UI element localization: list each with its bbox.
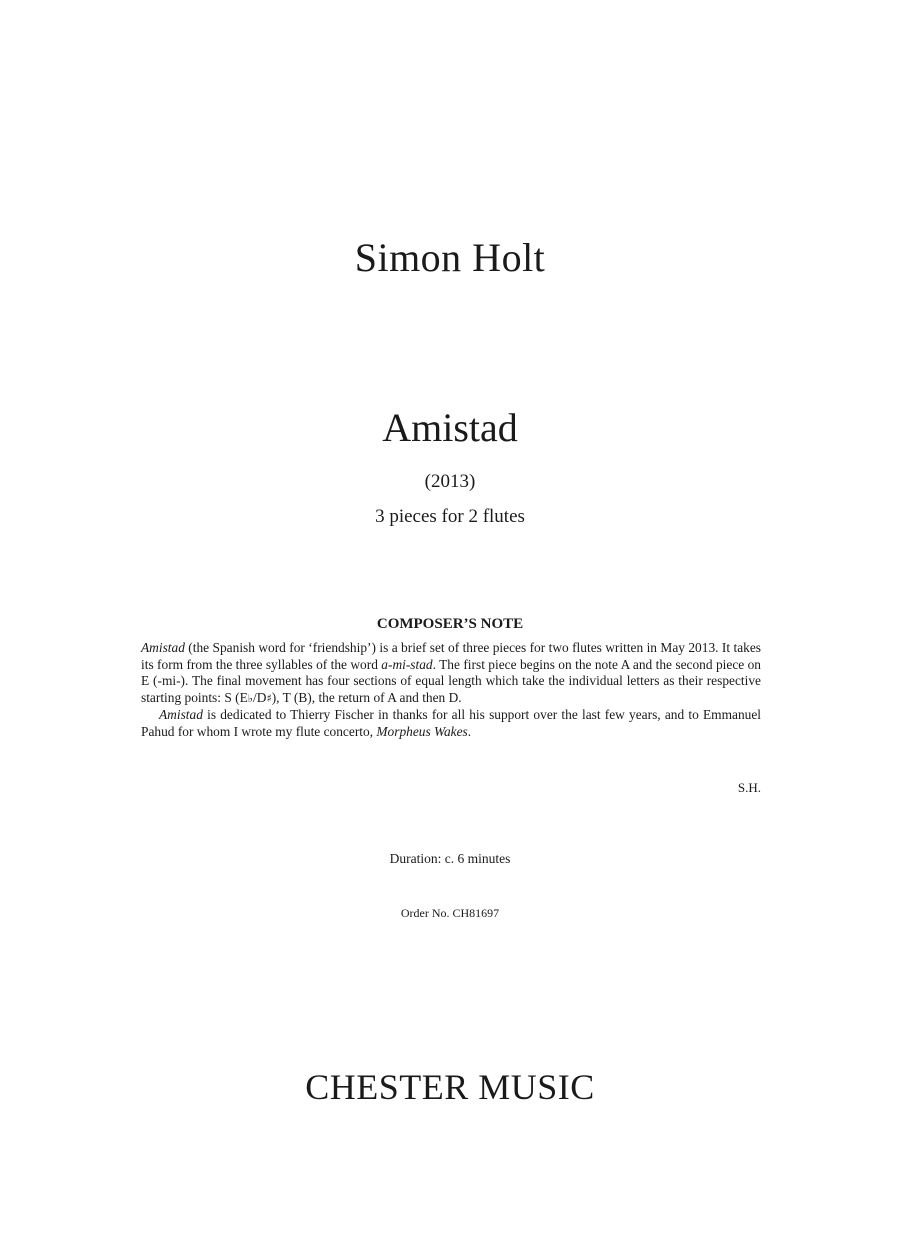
note-text: . The first piece begins on the note A and the second piece on E (-mi-). The final movement has four sections of equal length which take the individual letters as their respective starting points: S (E xyxy=(141,656,761,705)
syllable-word: a-mi-stad xyxy=(381,656,433,672)
flat-symbol: ♭ xyxy=(247,691,253,705)
note-paragraph-1 xyxy=(141,640,761,707)
title-reference: Amistad xyxy=(159,707,203,723)
composers-note-body xyxy=(141,640,761,741)
note-text: ), T (B), the return of A and then D. xyxy=(271,689,462,705)
work-reference: Morpheus Wakes xyxy=(376,723,468,739)
title-reference: Amistad xyxy=(141,640,185,655)
note-text: /D xyxy=(252,689,267,705)
duration-text: Duration: c. 6 minutes xyxy=(389,851,511,866)
composition-year: (2013) xyxy=(424,471,476,492)
note-signature: S.H. xyxy=(737,780,761,795)
note-text: (the Spanish word for ‘friendship’) is a brief set of three pieces for two flutes written in May 2013. It takes its form from the three syllables of the word xyxy=(141,640,761,672)
publisher-name: CHESTER MUSIC xyxy=(305,1067,595,1107)
sharp-symbol: ♯ xyxy=(266,691,272,705)
composer-name: Simon Holt xyxy=(354,235,546,280)
composers-note-heading: COMPOSER’S NOTE xyxy=(376,616,524,632)
note-text: is dedicated to Thierry Fischer in thanks for all his support over the last few years, and to Emmanuel Pahud for whom I wrote my flute concerto, xyxy=(141,707,761,739)
note-paragraph-2 xyxy=(141,707,761,740)
order-number: Order No. CH81697 xyxy=(400,906,500,920)
work-title: Amistad xyxy=(382,405,518,450)
note-text: . xyxy=(467,723,472,739)
instrumentation-subtitle: 3 pieces for 2 flutes xyxy=(375,506,525,527)
